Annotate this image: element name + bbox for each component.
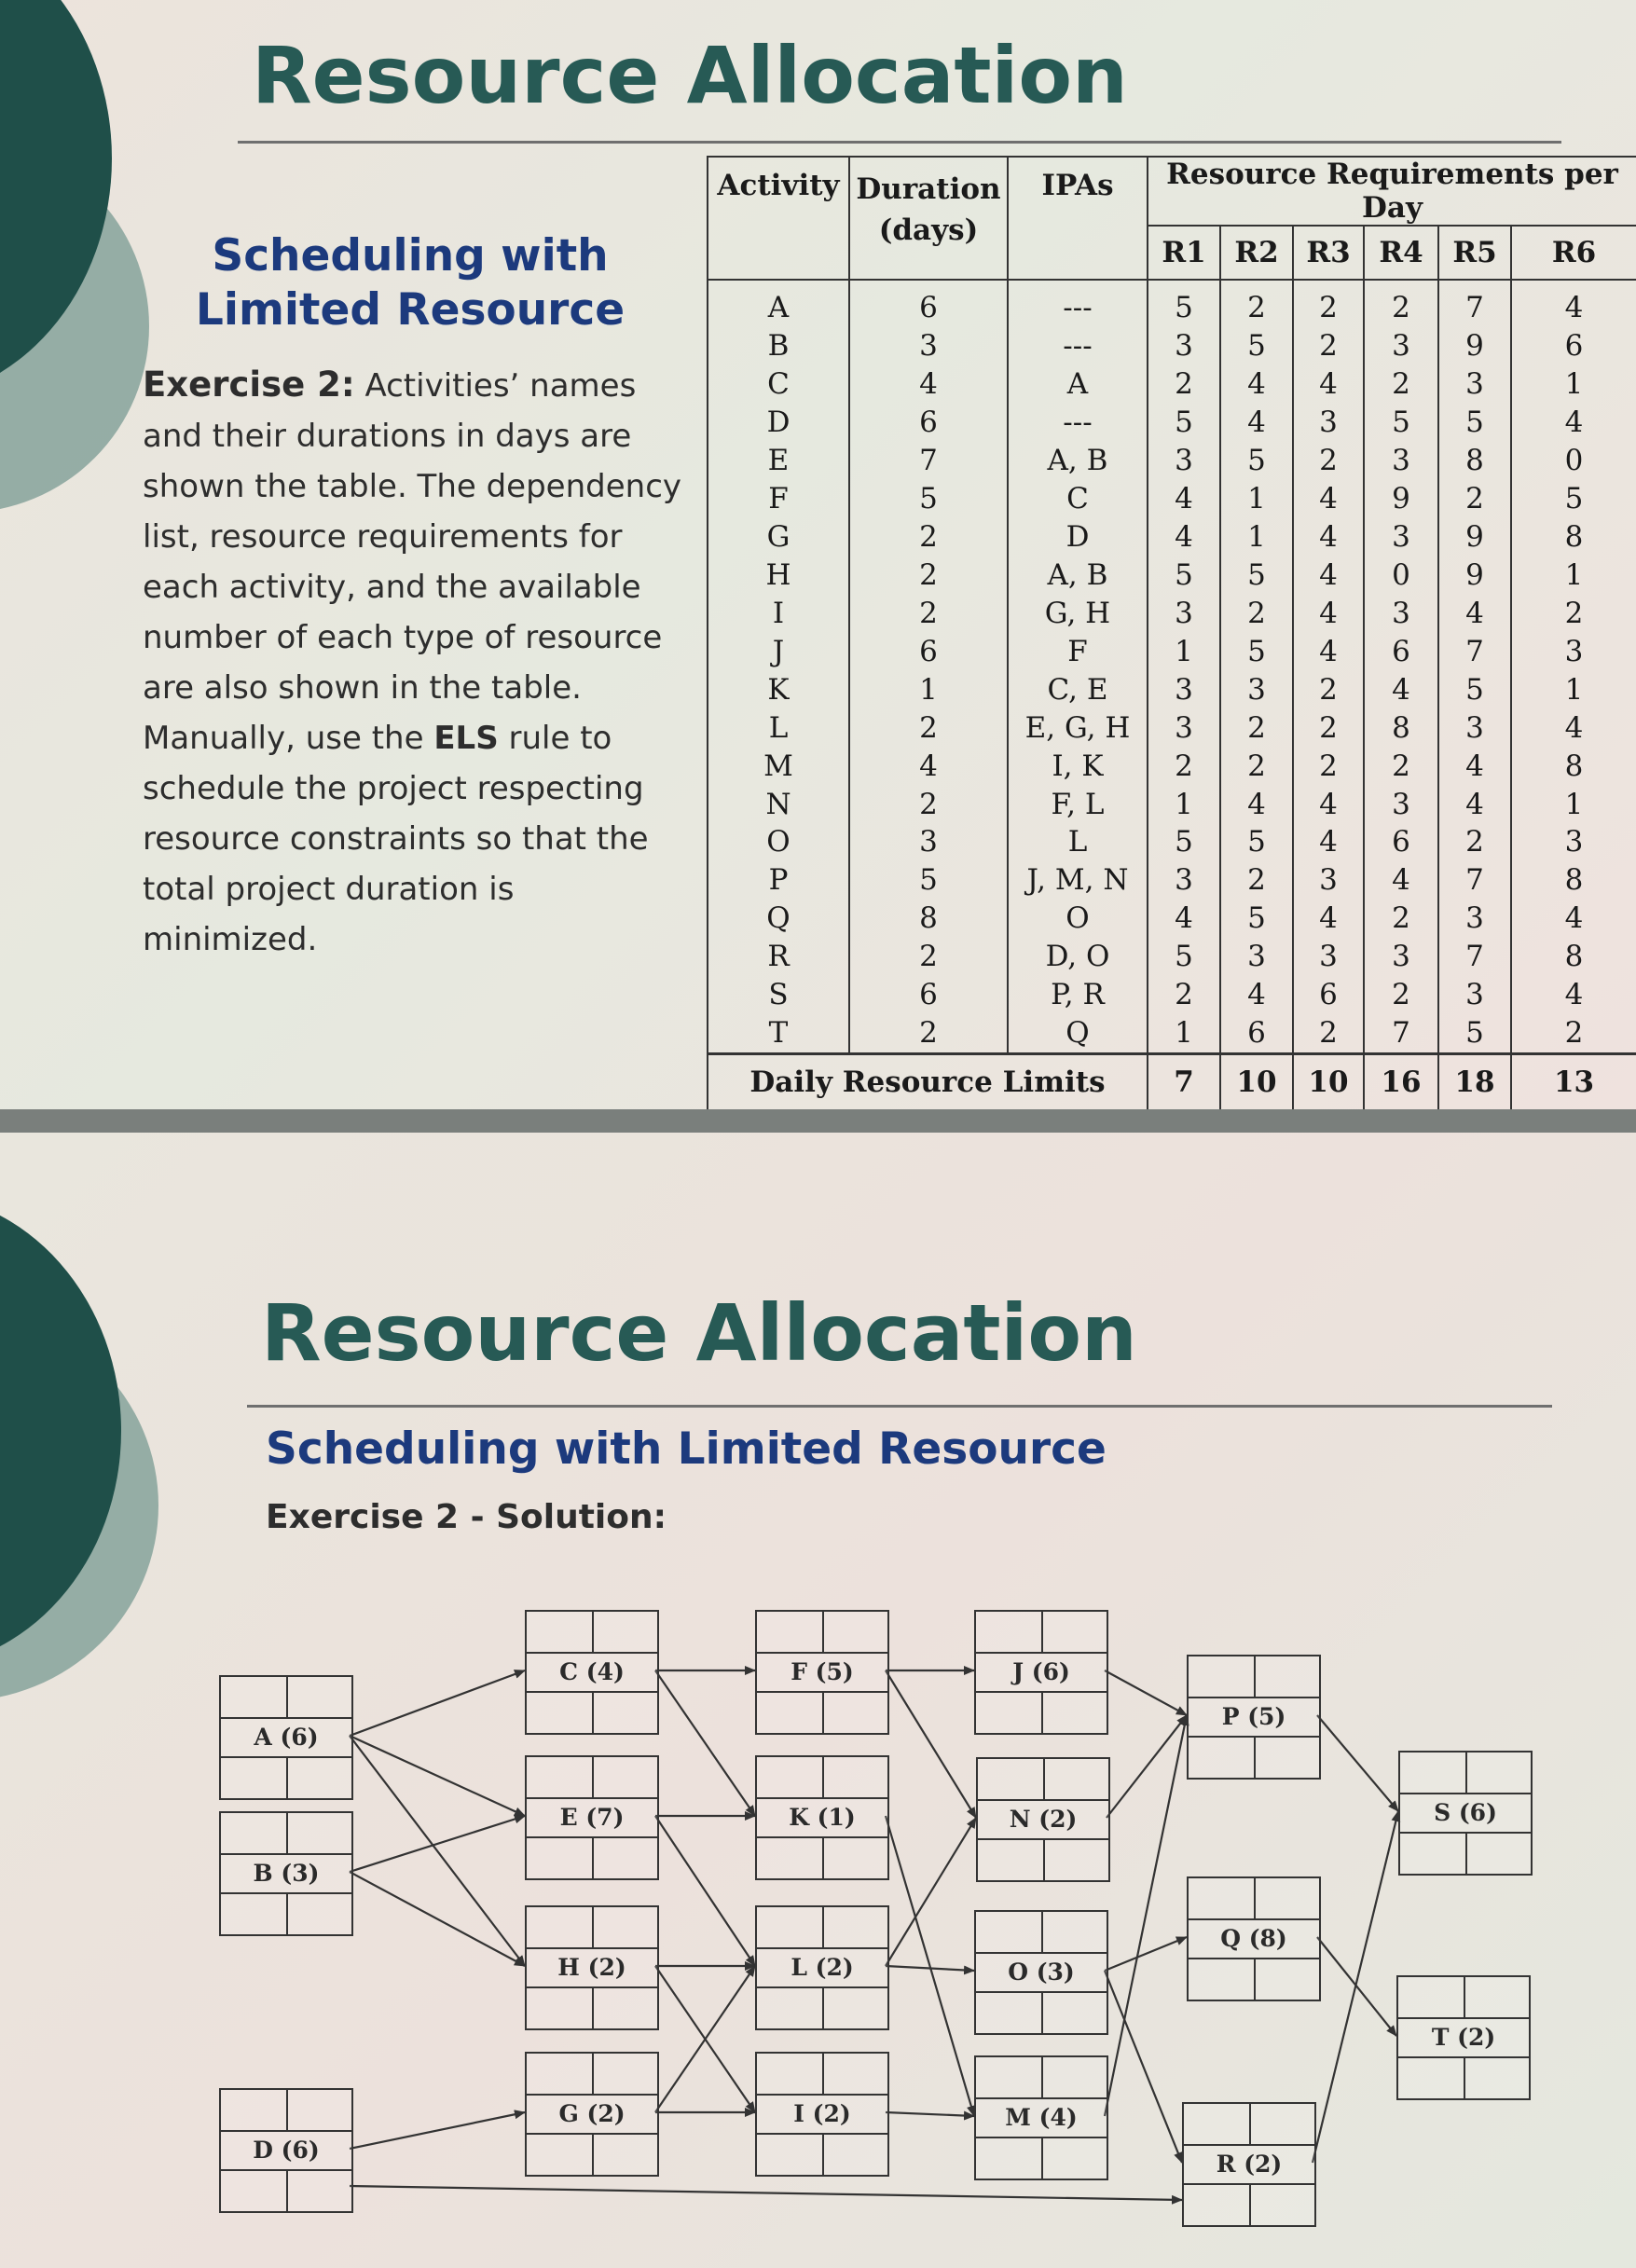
activity-node-r	[1182, 2102, 1316, 2227]
cell-r5: 3	[1438, 900, 1511, 938]
cell-r3: 2	[1293, 708, 1364, 747]
limit-r5: 18	[1438, 1054, 1511, 1110]
cell-r4: 3	[1364, 441, 1438, 479]
cell-duration: 5	[849, 479, 1008, 517]
table-row	[708, 861, 1636, 900]
cell-r6: 1	[1511, 556, 1636, 594]
cell-r4: 2	[1364, 976, 1438, 1014]
cell-r4: 0	[1364, 556, 1438, 594]
cell-r4: 6	[1364, 823, 1438, 861]
node-label: F (5)	[791, 1658, 854, 1686]
activity-node-b	[219, 1811, 353, 1936]
cell-r1: 5	[1148, 823, 1220, 861]
activity-node-l	[755, 1905, 889, 2030]
activity-node-m	[974, 2055, 1108, 2180]
table-row	[708, 479, 1636, 517]
edge-o-r	[1105, 1971, 1182, 2163]
cell-ipas: C, E	[1008, 670, 1148, 708]
header-r5: R5	[1438, 226, 1511, 280]
activity-node-a	[219, 1675, 353, 1800]
cell-r3: 2	[1293, 747, 1364, 785]
activity-node-i	[755, 2052, 889, 2177]
cell-r4: 7	[1364, 1014, 1438, 1054]
cell-r5: 9	[1438, 556, 1511, 594]
cell-r4: 5	[1364, 403, 1438, 441]
cell-r1: 3	[1148, 441, 1220, 479]
node-label: T (2)	[1431, 2024, 1496, 2052]
cell-r1: 3	[1148, 670, 1220, 708]
cell-activity: N	[708, 785, 849, 823]
table-row	[708, 823, 1636, 861]
activity-node-k	[755, 1755, 889, 1880]
activity-node-g	[525, 2052, 659, 2177]
cell-ipas: F, L	[1008, 785, 1148, 823]
cell-r2: 1	[1220, 479, 1293, 517]
cell-ipas: F	[1008, 632, 1148, 670]
cell-r2: 2	[1220, 280, 1293, 326]
cell-r4: 4	[1364, 861, 1438, 900]
cell-r5: 3	[1438, 364, 1511, 403]
cell-activity: A	[708, 280, 849, 326]
cell-r2: 4	[1220, 364, 1293, 403]
edge-f-n	[886, 1670, 976, 1818]
table-row	[708, 1014, 1636, 1054]
cell-ipas: ---	[1008, 403, 1148, 441]
cell-r5: 5	[1438, 1014, 1511, 1054]
table-row	[708, 441, 1636, 479]
cell-r6: 4	[1511, 403, 1636, 441]
cell-r5: 9	[1438, 517, 1511, 556]
exercise-label: Exercise 2:	[143, 364, 355, 405]
node-label: I (2)	[793, 2100, 851, 2128]
header-resources: Resource Requirements per Day	[1148, 157, 1636, 226]
cell-r2: 5	[1220, 632, 1293, 670]
cell-duration: 2	[849, 708, 1008, 747]
cell-r2: 5	[1220, 900, 1293, 938]
edge-r-s	[1313, 1811, 1398, 2163]
activity-node-j	[974, 1610, 1108, 1735]
solution-label: Exercise 2 - Solution:	[266, 1498, 667, 1536]
table-row	[708, 976, 1636, 1014]
cell-activity: O	[708, 823, 849, 861]
cell-r4: 3	[1364, 938, 1438, 976]
page-title: Resource Allocation	[252, 30, 1128, 121]
limit-r3: 10	[1293, 1054, 1364, 1110]
edge-b-h	[350, 1872, 525, 1966]
cell-activity: M	[708, 747, 849, 785]
node-label: L (2)	[791, 1954, 854, 1982]
edge-j-p	[1105, 1670, 1187, 1715]
activity-node-t	[1396, 1975, 1531, 2100]
section-subtitle	[131, 229, 690, 337]
cell-r3: 3	[1293, 403, 1364, 441]
cell-ipas: G, H	[1008, 594, 1148, 632]
activity-node-d	[219, 2088, 353, 2213]
cell-r4: 2	[1364, 900, 1438, 938]
cell-r5: 8	[1438, 441, 1511, 479]
cell-r6: 8	[1511, 938, 1636, 976]
node-label: B (3)	[253, 1860, 320, 1888]
exercise-description	[143, 360, 697, 965]
header-duration: Duration (days)	[849, 157, 1008, 280]
cell-duration: 3	[849, 823, 1008, 861]
cell-r2: 5	[1220, 556, 1293, 594]
edge-p-s	[1317, 1715, 1398, 1811]
cell-ipas: L	[1008, 823, 1148, 861]
edge-m-p	[1105, 1715, 1187, 2116]
cell-r6: 4	[1511, 708, 1636, 747]
cell-r5: 2	[1438, 823, 1511, 861]
cell-r6: 4	[1511, 900, 1636, 938]
node-label: A (6)	[254, 1724, 319, 1752]
cell-duration: 2	[849, 556, 1008, 594]
edge-d-g	[350, 2112, 525, 2149]
cell-activity: L	[708, 708, 849, 747]
cell-r3: 4	[1293, 900, 1364, 938]
activity-node-f	[755, 1610, 889, 1735]
table-row	[708, 517, 1636, 556]
page-title: Resource Allocation	[261, 1287, 1137, 1379]
cell-r3: 6	[1293, 976, 1364, 1014]
limit-r1: 7	[1148, 1054, 1220, 1110]
node-label: D (6)	[253, 2137, 320, 2165]
cell-ipas: A	[1008, 364, 1148, 403]
slide-divider	[0, 1109, 1636, 1133]
cell-r5: 9	[1438, 326, 1511, 364]
cell-r1: 5	[1148, 556, 1220, 594]
cell-r4: 3	[1364, 326, 1438, 364]
cell-duration: 6	[849, 976, 1008, 1014]
slide-top	[0, 0, 1636, 1109]
table-row	[708, 670, 1636, 708]
cell-r5: 4	[1438, 594, 1511, 632]
table-row	[708, 708, 1636, 747]
cell-r6: 4	[1511, 976, 1636, 1014]
node-label: Q (8)	[1220, 1925, 1287, 1953]
cell-r3: 4	[1293, 632, 1364, 670]
cell-r2: 5	[1220, 441, 1293, 479]
slide-bottom	[0, 1133, 1636, 2268]
cell-duration: 3	[849, 326, 1008, 364]
cell-duration: 2	[849, 785, 1008, 823]
cell-r4: 6	[1364, 632, 1438, 670]
header-r4: R4	[1364, 226, 1438, 280]
cell-r6: 3	[1511, 823, 1636, 861]
cell-r6: 8	[1511, 861, 1636, 900]
cell-activity: T	[708, 1014, 849, 1054]
cell-r1: 3	[1148, 861, 1220, 900]
header-r3: R3	[1293, 226, 1364, 280]
cell-activity: S	[708, 976, 849, 1014]
edge-b-e	[350, 1816, 525, 1872]
cell-r4: 3	[1364, 517, 1438, 556]
cell-r2: 4	[1220, 785, 1293, 823]
cell-ipas: C	[1008, 479, 1148, 517]
desc-part-1: Activities’ names and their durations in days are shown the table. The dependency list, resource requirements for each activity, and the available number of each type of resource are also shown in the table. Manually, use the	[143, 367, 682, 757]
cell-r3: 4	[1293, 594, 1364, 632]
cell-ipas: J, M, N	[1008, 861, 1148, 900]
cell-r6: 6	[1511, 326, 1636, 364]
cell-r4: 8	[1364, 708, 1438, 747]
limit-r6: 13	[1511, 1054, 1636, 1110]
cell-r4: 3	[1364, 785, 1438, 823]
node-label: K (1)	[789, 1804, 856, 1832]
node-label: M (4)	[1005, 2104, 1078, 2132]
edge-i-m	[886, 2112, 974, 2116]
cell-r1: 4	[1148, 900, 1220, 938]
cell-r5: 3	[1438, 708, 1511, 747]
header-activity: Activity	[708, 157, 849, 280]
activity-node-o	[974, 1910, 1108, 2035]
activity-node-h	[525, 1905, 659, 2030]
cell-r6: 5	[1511, 479, 1636, 517]
node-label: S (6)	[1434, 1799, 1497, 1827]
node-label: C (4)	[559, 1658, 625, 1686]
cell-ipas: I, K	[1008, 747, 1148, 785]
title-rule	[238, 141, 1561, 144]
desc-rule: ELS	[433, 720, 499, 757]
edge-q-t	[1317, 1937, 1396, 2036]
cell-r5: 5	[1438, 670, 1511, 708]
limits-label: Daily Resource Limits	[708, 1054, 1148, 1110]
cell-r6: 1	[1511, 785, 1636, 823]
cell-r2: 3	[1220, 670, 1293, 708]
cell-duration: 6	[849, 632, 1008, 670]
node-label: O (3)	[1008, 1959, 1075, 1986]
cell-r5: 7	[1438, 632, 1511, 670]
cell-activity: E	[708, 441, 849, 479]
cell-ipas: D, O	[1008, 938, 1148, 976]
cell-r4: 4	[1364, 670, 1438, 708]
node-label: E (7)	[559, 1804, 625, 1832]
cell-r5: 4	[1438, 785, 1511, 823]
cell-r1: 3	[1148, 708, 1220, 747]
activity-node-c	[525, 1610, 659, 1735]
cell-r3: 2	[1293, 1014, 1364, 1054]
edge-l-n	[886, 1818, 976, 1966]
cell-r4: 2	[1364, 364, 1438, 403]
cell-r2: 2	[1220, 594, 1293, 632]
edge-d-r	[350, 2186, 1182, 2200]
cell-r1: 5	[1148, 938, 1220, 976]
cell-duration: 8	[849, 900, 1008, 938]
node-label: H (2)	[557, 1954, 626, 1982]
cell-r1: 2	[1148, 976, 1220, 1014]
cell-ipas: ---	[1008, 326, 1148, 364]
cell-ipas: O	[1008, 900, 1148, 938]
cell-r3: 2	[1293, 280, 1364, 326]
cell-r2: 6	[1220, 1014, 1293, 1054]
cell-r1: 5	[1148, 280, 1220, 326]
activity-node-s	[1398, 1751, 1533, 1876]
section-subtitle: Scheduling with Limited Resource	[266, 1423, 1107, 1475]
subtitle-line-2: Limited Resource	[195, 284, 626, 336]
cell-r6: 2	[1511, 594, 1636, 632]
cell-activity: P	[708, 861, 849, 900]
table-row	[708, 900, 1636, 938]
header-r2: R2	[1220, 226, 1293, 280]
cell-duration: 7	[849, 441, 1008, 479]
cell-r3: 4	[1293, 364, 1364, 403]
table-row	[708, 280, 1636, 326]
cell-ipas: D	[1008, 517, 1148, 556]
cell-r4: 2	[1364, 280, 1438, 326]
cell-duration: 2	[849, 517, 1008, 556]
cell-r5: 5	[1438, 403, 1511, 441]
cell-ipas: E, G, H	[1008, 708, 1148, 747]
cell-r1: 1	[1148, 632, 1220, 670]
cell-r5: 7	[1438, 938, 1511, 976]
cell-ipas: Q	[1008, 1014, 1148, 1054]
cell-duration: 2	[849, 1014, 1008, 1054]
cell-r4: 2	[1364, 747, 1438, 785]
cell-r2: 2	[1220, 708, 1293, 747]
cell-ipas: ---	[1008, 280, 1148, 326]
cell-r5: 4	[1438, 747, 1511, 785]
cell-r1: 4	[1148, 517, 1220, 556]
cell-r4: 3	[1364, 594, 1438, 632]
activity-node-q	[1187, 1876, 1321, 2001]
cell-r2: 1	[1220, 517, 1293, 556]
edge-a-e	[350, 1736, 525, 1816]
edge-o-q	[1105, 1937, 1187, 1971]
table-row	[708, 632, 1636, 670]
cell-r1: 4	[1148, 479, 1220, 517]
cell-r3: 4	[1293, 517, 1364, 556]
cell-r2: 2	[1220, 747, 1293, 785]
cell-activity: H	[708, 556, 849, 594]
cell-activity: J	[708, 632, 849, 670]
limit-r2: 10	[1220, 1054, 1293, 1110]
header-ipas: IPAs	[1008, 157, 1148, 280]
cell-duration: 2	[849, 938, 1008, 976]
cell-r5: 3	[1438, 976, 1511, 1014]
cell-r3: 3	[1293, 861, 1364, 900]
cell-r1: 1	[1148, 1014, 1220, 1054]
cell-r2: 3	[1220, 938, 1293, 976]
cell-duration: 5	[849, 861, 1008, 900]
desc-part-2: rule to schedule the project respecting resource constraints so that the total project duration is minimized.	[143, 720, 649, 958]
cell-activity: Q	[708, 900, 849, 938]
cell-r2: 4	[1220, 976, 1293, 1014]
cell-r3: 4	[1293, 785, 1364, 823]
cell-r3: 2	[1293, 441, 1364, 479]
subtitle-line-1: Scheduling with	[212, 230, 609, 282]
cell-duration: 4	[849, 747, 1008, 785]
cell-r3: 3	[1293, 938, 1364, 976]
activity-node-n	[976, 1757, 1110, 1882]
header-r6: R6	[1511, 226, 1636, 280]
cell-duration: 6	[849, 403, 1008, 441]
cell-activity: C	[708, 364, 849, 403]
cell-r5: 7	[1438, 861, 1511, 900]
cell-r1: 2	[1148, 364, 1220, 403]
edge-c-k	[655, 1670, 755, 1816]
table-row	[708, 938, 1636, 976]
cell-ipas: A, B	[1008, 441, 1148, 479]
table-body	[708, 280, 1636, 1054]
table-row	[708, 326, 1636, 364]
cell-r2: 2	[1220, 861, 1293, 900]
cell-r6: 3	[1511, 632, 1636, 670]
resource-table	[707, 156, 1636, 1109]
cell-activity: I	[708, 594, 849, 632]
cell-r2: 5	[1220, 823, 1293, 861]
cell-duration: 6	[849, 280, 1008, 326]
cell-activity: G	[708, 517, 849, 556]
cell-r6: 0	[1511, 441, 1636, 479]
cell-r6: 2	[1511, 1014, 1636, 1054]
cell-r2: 5	[1220, 326, 1293, 364]
cell-r3: 4	[1293, 823, 1364, 861]
cell-r5: 7	[1438, 280, 1511, 326]
cell-r3: 4	[1293, 556, 1364, 594]
cell-duration: 2	[849, 594, 1008, 632]
edge-e-l	[655, 1816, 755, 1966]
edge-a-h	[350, 1736, 525, 1966]
cell-r6: 4	[1511, 280, 1636, 326]
cell-r1: 3	[1148, 326, 1220, 364]
limit-r4: 16	[1364, 1054, 1438, 1110]
node-label: R (2)	[1216, 2151, 1283, 2179]
edge-a-c	[350, 1670, 525, 1736]
table-row	[708, 364, 1636, 403]
cell-r3: 4	[1293, 479, 1364, 517]
cell-r3: 2	[1293, 326, 1364, 364]
cell-activity: B	[708, 326, 849, 364]
node-label: N (2)	[1009, 1806, 1078, 1834]
cell-activity: F	[708, 479, 849, 517]
cell-r2: 4	[1220, 403, 1293, 441]
cell-r1: 1	[1148, 785, 1220, 823]
table-row	[708, 785, 1636, 823]
activity-node-p	[1187, 1655, 1321, 1780]
table-row	[708, 747, 1636, 785]
node-label: P (5)	[1221, 1703, 1286, 1731]
cell-r1: 5	[1148, 403, 1220, 441]
cell-r1: 3	[1148, 594, 1220, 632]
cell-activity: R	[708, 938, 849, 976]
table-row	[708, 556, 1636, 594]
cell-activity: K	[708, 670, 849, 708]
cell-duration: 4	[849, 364, 1008, 403]
table-row	[708, 594, 1636, 632]
activity-node-e	[525, 1755, 659, 1880]
cell-r1: 2	[1148, 747, 1220, 785]
cell-r6: 8	[1511, 747, 1636, 785]
cell-duration: 1	[849, 670, 1008, 708]
cell-r3: 2	[1293, 670, 1364, 708]
cell-ipas: A, B	[1008, 556, 1148, 594]
table-row	[708, 403, 1636, 441]
cell-r4: 9	[1364, 479, 1438, 517]
node-label: G (2)	[558, 2100, 626, 2128]
node-label: J (6)	[1012, 1658, 1070, 1686]
cell-r6: 1	[1511, 670, 1636, 708]
cell-activity: D	[708, 403, 849, 441]
cell-r6: 1	[1511, 364, 1636, 403]
cell-ipas: P, R	[1008, 976, 1148, 1014]
header-r1: R1	[1148, 226, 1220, 280]
edge-n-p	[1107, 1715, 1187, 1818]
cell-r6: 8	[1511, 517, 1636, 556]
cell-r5: 2	[1438, 479, 1511, 517]
